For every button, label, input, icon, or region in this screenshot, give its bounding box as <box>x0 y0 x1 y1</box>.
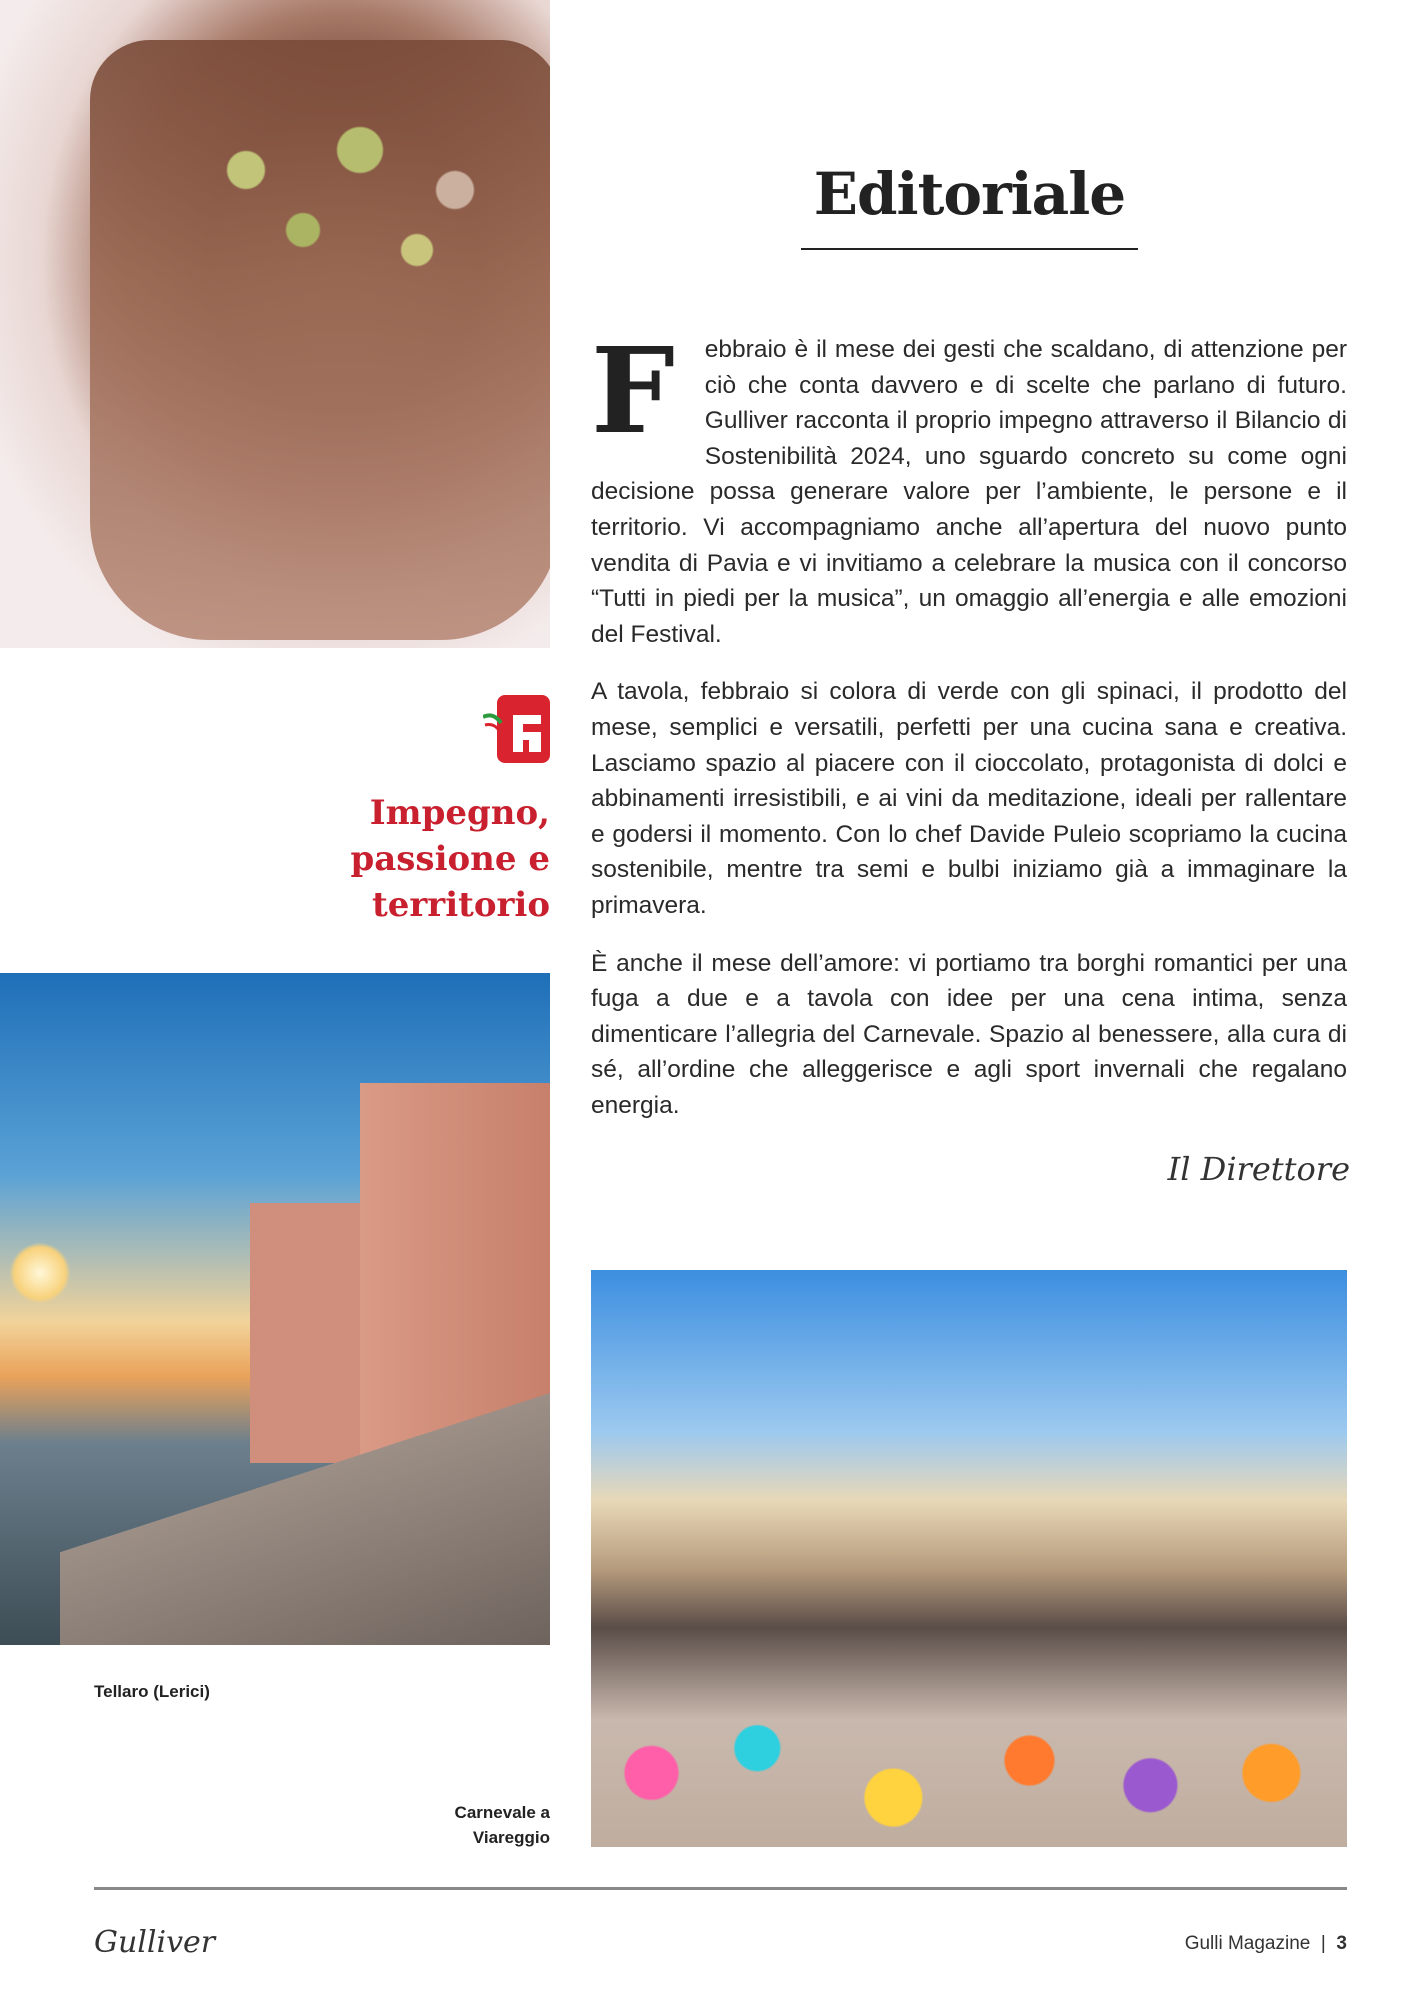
tagline-line: Impegno, <box>369 793 550 833</box>
gulliver-logo-icon <box>483 695 550 763</box>
editorial-body <box>591 321 1347 1145</box>
page-title: Editoriale <box>813 160 1126 228</box>
paragraph-2: A tavola, febbraio si colora di verde con gli spinaci, il prodotto del mese, semplici e versatili, perfetti per una cucina sana e creativa. Lasciamo spazio al piacere con il cioccolato, protagonista di dolci e abbinamenti irresistibili, e ai vini da meditazione, ideali per rallentare e godersi il momento. Con lo chef Davide Puleio scopriamo la cucina sostenibile, mentre tra semi e bulbi iniziamo già a immaginare la primavera. <box>591 678 1347 919</box>
tagline <box>300 790 550 928</box>
caption-line: Viareggio <box>472 1828 550 1847</box>
separator: | <box>1320 1933 1326 1954</box>
tellaro-photo <box>0 973 550 1645</box>
page-number: 3 <box>1336 1933 1347 1954</box>
magazine-name: Gulli Magazine <box>1184 1933 1311 1954</box>
tagline-line: passione e <box>350 839 550 879</box>
footer-page-info <box>1185 1933 1347 1955</box>
footer-brand-logo: Gulliver <box>94 1925 216 1960</box>
signature: Il Direttore <box>1167 1150 1350 1188</box>
paragraph-1 <box>591 321 1347 652</box>
paragraph-1-text: ebbraio è il mese dei gesti che scaldano, di attenzione per ciò che conta davvero e di scelte che parlano di futuro. Gulliver racconta il proprio impegno attraverso il Bilancio di Sostenibilità 2024, uno sguardo concreto su come ogni decisione possa generare valore per l’ambiente, le persone e il territorio. Vi accompagniamo anche all’apertura del nuovo punto vendita di Pavia e vi invitiamo a celebrare la musica con il concorso “Tutti in piedi per la musica”, un omaggio all’energia e alle emozioni del Festival. <box>591 336 1347 648</box>
caption-carnevale <box>380 1800 550 1850</box>
carnevale-photo <box>591 1270 1347 1847</box>
paragraph-3: È anche il mese dell’amore: vi portiamo tra borghi romantici per una fuga a due e a tavola con idee per una cena intima, senza dimenticare l’allegria del Carnevale. Spazio al benessere, alla cura di sé, all’ordine che alleggerisce e agli sport invernali che regalano energia. <box>591 949 1347 1119</box>
drop-cap: F <box>591 321 675 460</box>
tagline-line: territorio <box>372 885 550 925</box>
title-underline <box>801 248 1138 250</box>
footer-divider <box>94 1887 1347 1890</box>
caption-line: Carnevale a <box>454 1803 550 1822</box>
chocolate-mousse-photo <box>0 0 550 648</box>
caption-tellaro: Tellaro (Lerici) <box>94 1682 210 1701</box>
